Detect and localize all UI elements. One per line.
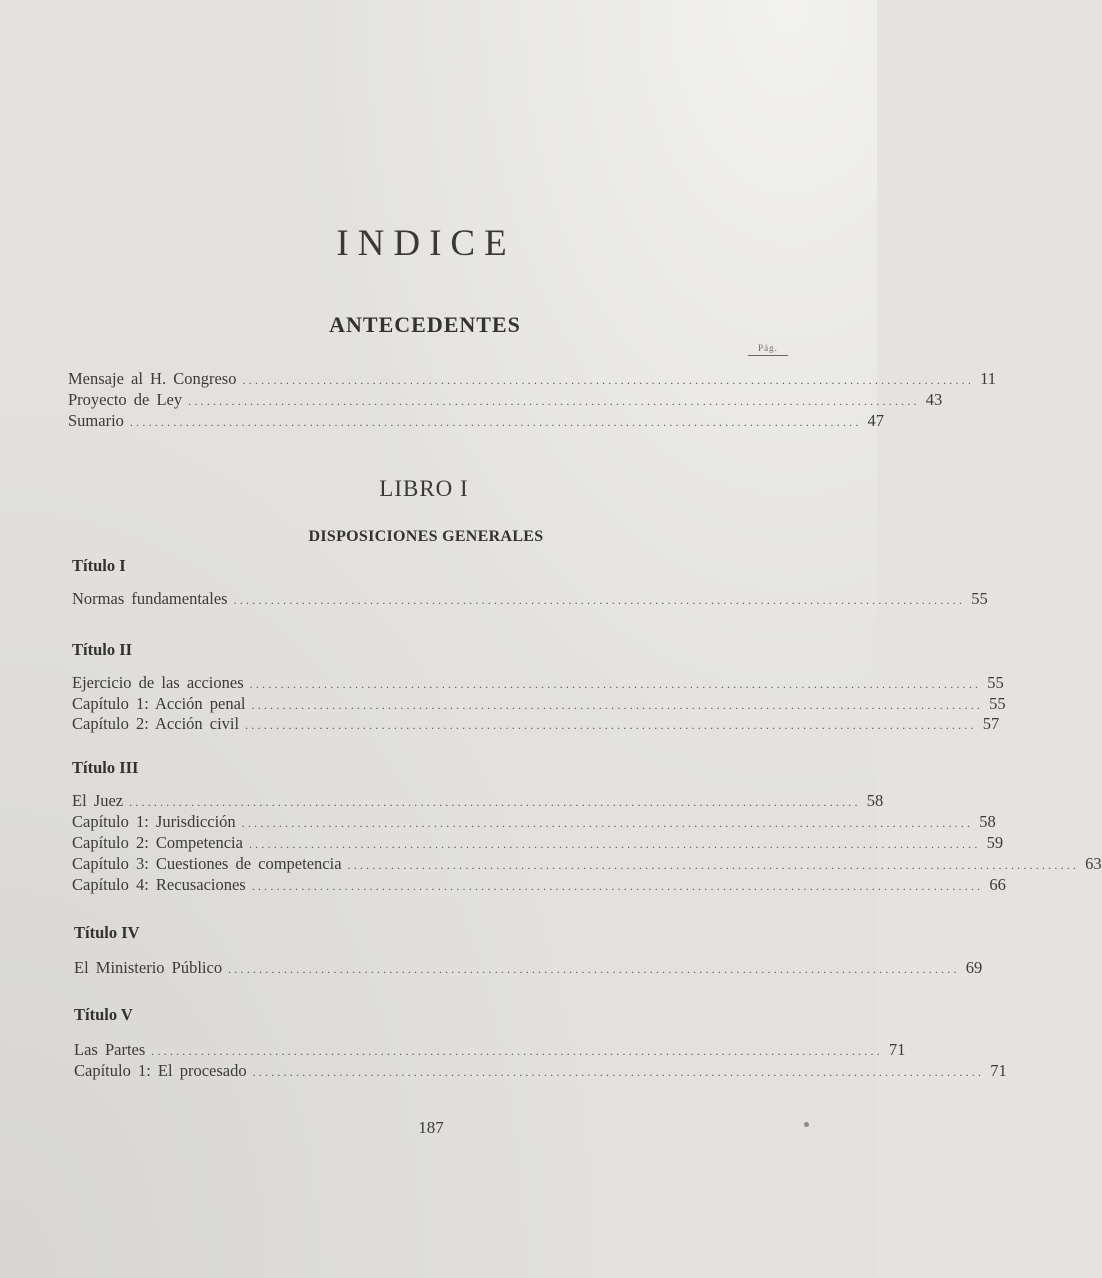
toc-entry-label: Capítulo 2: Acción civil — [72, 714, 240, 733]
toc-entry-label: Capítulo 2: Competencia — [72, 833, 243, 852]
dot-leader: ...................................................................................................................... — [252, 1065, 985, 1079]
toc-entry — [72, 875, 1006, 895]
toc-entry-label: Capítulo 1: Acción penal — [72, 694, 246, 713]
toc-entry — [74, 1040, 906, 1060]
page-column-label: Pág. — [748, 343, 788, 356]
toc-entry — [72, 833, 1004, 853]
book-heading: LIBRO I — [379, 476, 469, 501]
toc-entry-label: El Ministerio Público — [74, 958, 223, 977]
dot-leader: ...................................................................................................................... — [129, 415, 862, 429]
toc-entry-label: Ejercicio de las acciones — [72, 673, 244, 692]
toc-entry-label: Capítulo 3: Cuestiones de competencia — [72, 854, 342, 873]
dot-leader: ...................................................................................................................... — [251, 879, 984, 893]
titulo-heading: Título V — [74, 1005, 133, 1024]
toc-entry-page: 57 — [982, 714, 1000, 733]
toc-entry-label: Normas fundamentales — [72, 589, 228, 608]
dot-leader: ...................................................................................................................... — [151, 1044, 883, 1058]
toc-entry-page: 55 — [987, 673, 1004, 692]
toc-entry-label: Las Partes — [74, 1040, 146, 1059]
dot-leader: ...................................................................................................................... — [129, 795, 861, 809]
toc-entry — [72, 714, 1000, 734]
toc-entry — [74, 1061, 1007, 1081]
page-title: INDICE — [336, 223, 516, 264]
toc-entry-label: Sumario — [68, 411, 124, 430]
toc-entry — [72, 854, 1102, 874]
dot-leader: ...................................................................................................................... — [242, 373, 975, 387]
toc-entry-label: Capítulo 4: Recusaciones — [72, 875, 246, 894]
dot-leader: ...................................................................................................................... — [251, 698, 984, 712]
dot-leader: ...................................................................................................................... — [241, 816, 974, 830]
toc-entry — [72, 589, 988, 609]
dot-leader: ...................................................................................................................... — [233, 593, 966, 607]
paper-speck — [804, 1122, 809, 1127]
toc-entry-label: Mensaje al H. Congreso — [68, 369, 237, 388]
toc-entry-page: 47 — [867, 411, 885, 430]
toc-entry-label: Capítulo 1: Jurisdicción — [72, 812, 236, 831]
titulo-heading: Título I — [72, 556, 126, 575]
toc-entry-page: 58 — [979, 812, 996, 831]
toc-entry-page: 63 — [1085, 854, 1102, 873]
toc-entry-page: 43 — [925, 390, 943, 409]
toc-entry-page: 58 — [866, 791, 884, 810]
toc-entry — [72, 694, 1006, 714]
dot-leader: ...................................................................................................................... — [347, 858, 1080, 872]
toc-entry-page: 59 — [986, 833, 1004, 852]
page-number: 187 — [418, 1118, 444, 1137]
toc-entry-page: 71 — [888, 1040, 906, 1059]
dot-leader: ...................................................................................................................... — [188, 394, 920, 408]
toc-entry — [74, 958, 983, 978]
toc-entry-label: El Juez — [72, 791, 124, 810]
toc-entry-page: 55 — [989, 694, 1006, 713]
toc-entry-page: 55 — [971, 589, 988, 608]
book-subheading: DISPOSICIONES GENERALES — [308, 528, 544, 545]
toc-entry — [72, 791, 884, 811]
section-heading-antecedentes: ANTECEDENTES — [329, 312, 521, 337]
titulo-heading: Título II — [72, 640, 133, 659]
dot-leader: ...................................................................................................................... — [249, 677, 982, 691]
toc-entry — [68, 411, 885, 431]
dot-leader: ...................................................................................................................... — [248, 837, 981, 851]
toc-entry-page: 11 — [980, 369, 996, 388]
toc-entry — [72, 673, 1004, 693]
toc-entry — [68, 369, 996, 389]
toc-entry-page: 71 — [990, 1061, 1007, 1080]
titulo-heading: Título IV — [74, 923, 140, 942]
titulo-heading: Título III — [72, 758, 139, 777]
toc-entry — [72, 812, 996, 832]
toc-entry — [68, 390, 943, 410]
toc-entry-label: Proyecto de Ley — [68, 390, 183, 409]
toc-entry-page: 66 — [989, 875, 1006, 894]
dot-leader: ...................................................................................................................... — [228, 962, 960, 976]
toc-entry-label: Capítulo 1: El procesado — [74, 1061, 247, 1080]
toc-entry-page: 69 — [965, 958, 983, 977]
dot-leader: ...................................................................................................................... — [245, 718, 977, 732]
